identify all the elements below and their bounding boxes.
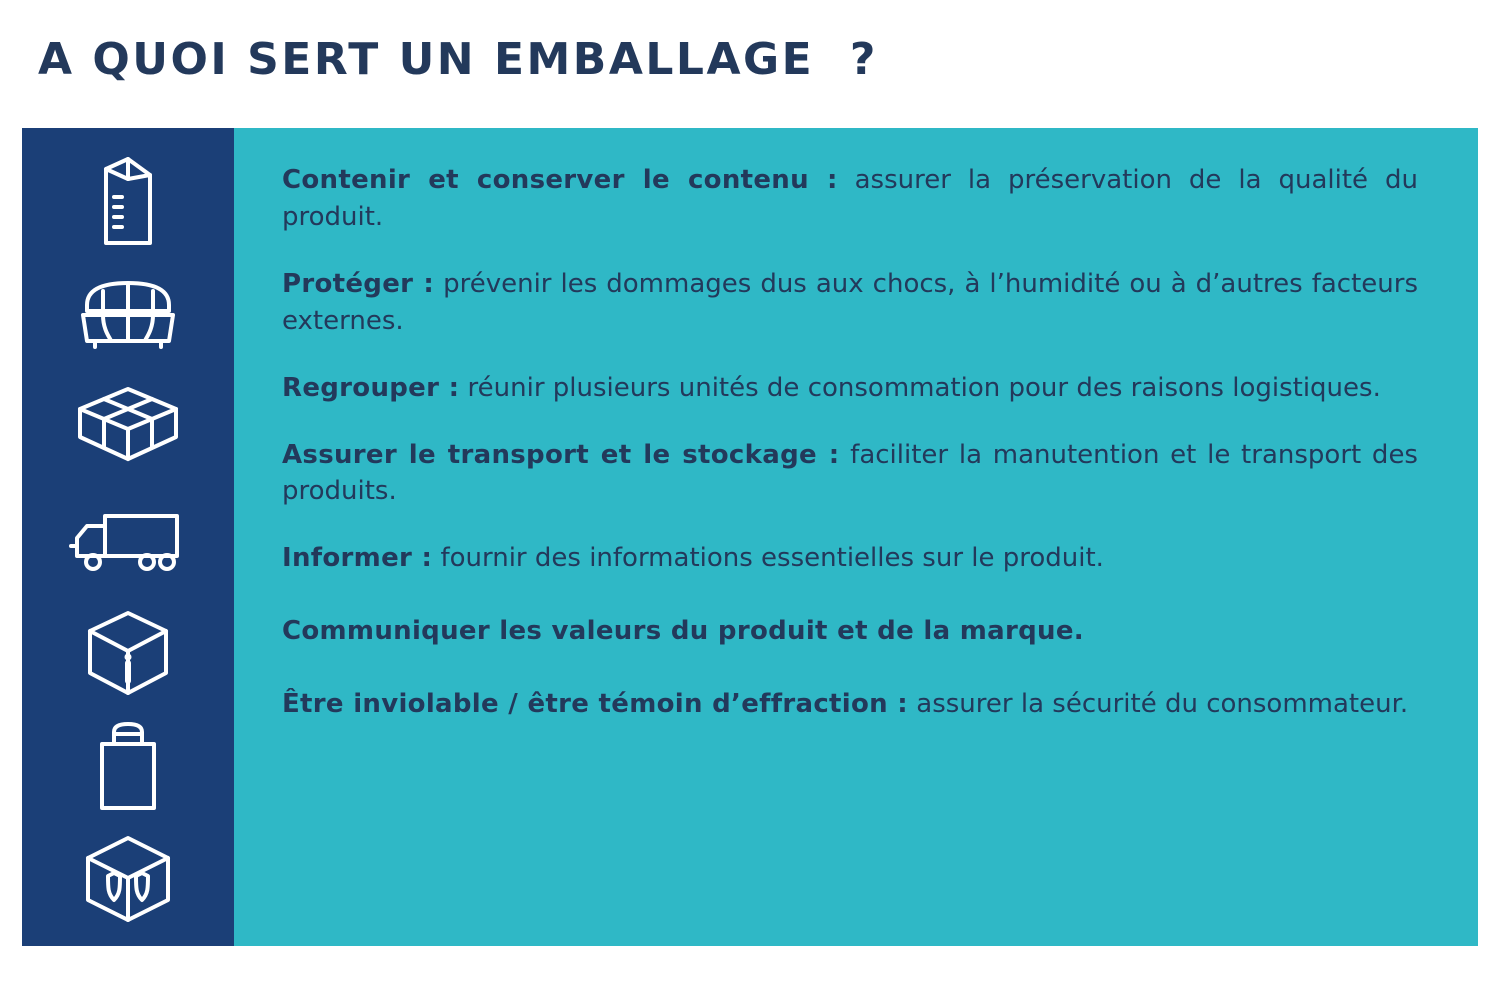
list-item — [282, 613, 1418, 650]
content-panel — [22, 128, 1478, 946]
list-item-lead: Contenir et conserver le contenu : — [282, 165, 838, 195]
list-item-rest: fournir des informations essentielles sur le produit. — [432, 543, 1104, 574]
list-item-rest: réunir plusieurs unités de consommation pour des raisons logistiques. — [459, 372, 1381, 403]
list-item — [282, 266, 1418, 340]
list-item-lead: Regrouper : — [282, 372, 460, 403]
list-item-lead: Protéger : — [282, 268, 435, 299]
list-item — [282, 686, 1418, 723]
list-item — [282, 370, 1418, 407]
list-item-rest: prévenir les dommages dus aux chocs, à l’humidité ou à d’autres facteurs externes. — [282, 268, 1418, 336]
icon-rail — [22, 128, 234, 946]
list-item-rest: assurer la sécurité du consommateur. — [908, 689, 1409, 720]
list-item-lead: Être inviolable / être témoin d’effraction : — [282, 689, 909, 720]
grouped-boxes-icon — [22, 370, 234, 483]
truck-icon — [22, 483, 234, 596]
egg-carton-icon — [22, 257, 234, 370]
page-title: A QUOI SERT UN EMBALLAGE ? — [38, 34, 878, 85]
list-item — [282, 437, 1418, 511]
list-item-rest: assurer la préservation de la qualité du produit. — [282, 165, 1418, 232]
list-item — [282, 540, 1418, 577]
list-item-rest: faciliter la manutention et le transport des produits. — [282, 439, 1418, 507]
list-item-lead: Informer : — [282, 543, 433, 574]
shopping-bag-icon — [22, 709, 234, 822]
list-item-lead: Assurer le transport et le stockage : — [282, 439, 840, 470]
tamper-proof-box-icon — [22, 822, 234, 935]
list-item — [282, 162, 1418, 236]
carton-box-icon — [22, 144, 234, 257]
benefits-list — [234, 128, 1478, 946]
list-item-lead: Communiquer les valeurs du produit et de la marque. — [282, 616, 1084, 647]
info-box-icon — [22, 596, 234, 709]
